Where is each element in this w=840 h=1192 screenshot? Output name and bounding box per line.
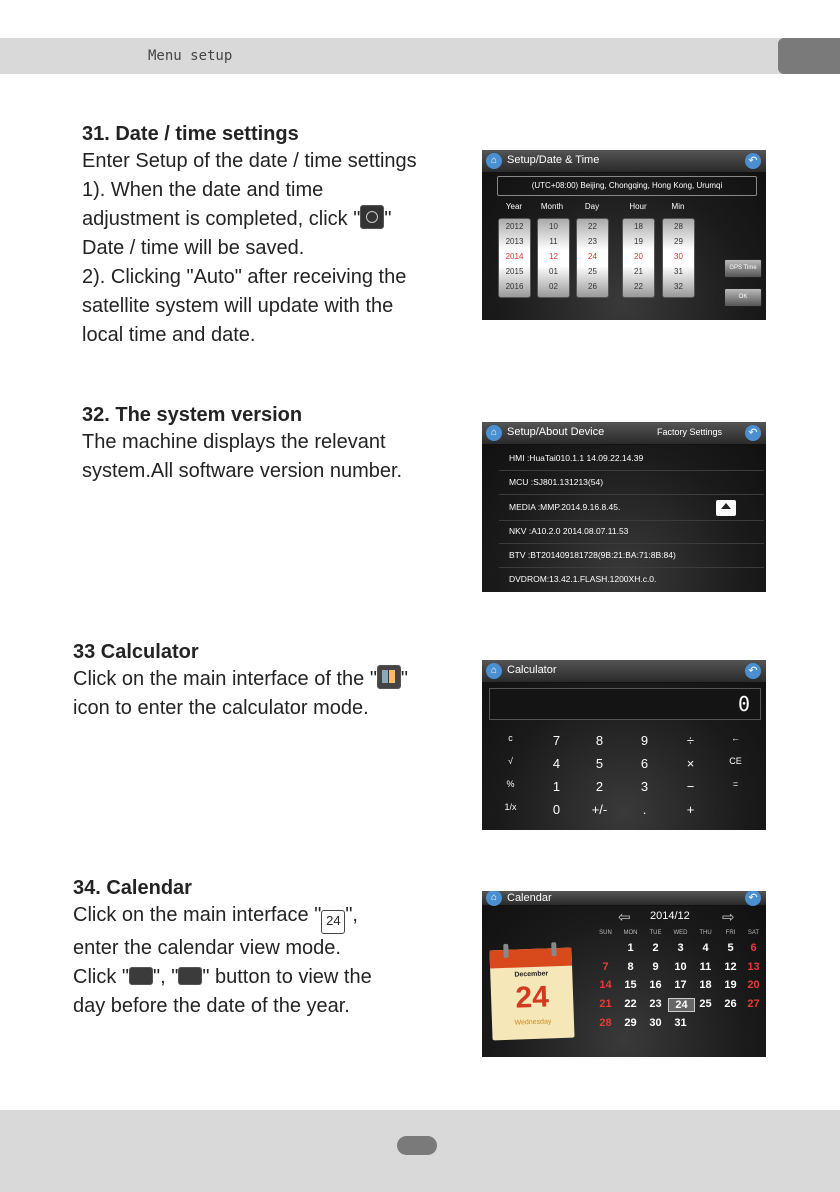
display-value: 0 <box>737 692 750 716</box>
paragraph: icon to enter the calculator mode. <box>73 697 369 719</box>
calculator-key[interactable]: c <box>508 733 513 743</box>
version-row: HMI :HuaTai010.1.1 14.09.22.14.39 <box>509 453 644 463</box>
paragraph <box>73 665 473 694</box>
column-header: Day <box>584 202 600 211</box>
section-heading: 34. Calendar <box>73 877 192 899</box>
calculator-key[interactable]: 0 <box>552 802 561 817</box>
calendar-day[interactable]: 11 <box>699 961 712 973</box>
version-row: NKV :A10.2.0 2014.08.07.11.53 <box>509 526 629 536</box>
section-date-time <box>82 121 477 350</box>
calendar-day[interactable]: 24 <box>668 998 695 1012</box>
calculator-key[interactable]: √ <box>508 756 513 766</box>
picker-value: 02 <box>549 282 558 291</box>
picker-value: 21 <box>634 267 643 276</box>
pad-weekday: Wednesday <box>514 1018 552 1027</box>
weekday-header: THU <box>699 930 712 936</box>
picker-value: 18 <box>634 222 643 231</box>
divider <box>499 470 764 471</box>
picker-selected: 20 <box>634 252 643 261</box>
calculator-key[interactable]: = <box>732 779 739 789</box>
calendar-day[interactable]: 18 <box>699 979 712 991</box>
picker-value: 31 <box>674 267 683 276</box>
picker-selected: 24 <box>588 252 597 261</box>
picker-value: 25 <box>588 267 597 276</box>
calendar-day[interactable]: 1 <box>627 942 634 954</box>
version-row: MEDIA :MMP.2014.9.16.8.45. <box>509 502 621 512</box>
paragraph <box>73 963 473 992</box>
calculator-key[interactable]: +/- <box>591 802 608 817</box>
ok-button[interactable]: OK <box>724 288 762 307</box>
paragraph: enter the calendar view mode. <box>73 937 341 959</box>
paragraph-text: ", <box>345 904 358 926</box>
calendar-day[interactable]: 9 <box>652 961 659 973</box>
weekday-header: SUN <box>599 930 612 936</box>
calendar-day[interactable]: 4 <box>702 942 709 954</box>
paragraph <box>82 205 477 234</box>
next-icon <box>178 967 202 985</box>
calculator-display <box>489 688 761 720</box>
screen-title: Calendar <box>507 892 552 904</box>
month-picker[interactable] <box>537 218 570 298</box>
calendar-day[interactable]: 29 <box>624 1017 637 1029</box>
screen-title: Calculator <box>507 664 557 676</box>
timezone-field[interactable]: (UTC+08:00) Beijing, Chongqing, Hong Kong, Urumqi <box>497 176 757 196</box>
picker-value: 2012 <box>505 222 524 231</box>
calendar-day[interactable]: 6 <box>750 942 757 954</box>
paragraph-text: " button to view the <box>202 966 372 988</box>
paragraph: system.All software version number. <box>82 460 403 482</box>
calendar-day[interactable]: 3 <box>677 942 684 954</box>
calendar-day[interactable]: 14 <box>599 979 612 991</box>
home-icon[interactable]: ⌂ <box>486 153 502 169</box>
picker-value: 01 <box>549 267 558 276</box>
column-header: Month <box>540 202 564 211</box>
weekday-header: SAT <box>747 930 760 936</box>
calculator-key[interactable]: ← <box>731 733 740 743</box>
calendar-day[interactable]: 13 <box>747 961 760 973</box>
column-header: Min <box>671 202 685 211</box>
clock-icon <box>360 205 384 229</box>
calendar-day[interactable]: 22 <box>624 998 637 1010</box>
calculator-key[interactable]: % <box>506 779 515 789</box>
calendar-day[interactable]: 23 <box>649 998 662 1010</box>
calendar-day[interactable]: 31 <box>674 1017 687 1029</box>
calculator-key[interactable]: 7 <box>552 733 561 748</box>
calendar-page-illustration <box>489 948 574 1041</box>
calendar-day[interactable]: 28 <box>599 1017 612 1029</box>
calculator-key[interactable]: − <box>686 779 695 794</box>
picker-value: 26 <box>588 282 597 291</box>
paragraph-text: " <box>400 668 409 690</box>
previous-icon <box>129 967 153 985</box>
divider <box>499 543 764 544</box>
header-tab <box>778 38 840 74</box>
header-title: Menu setup <box>148 48 233 64</box>
picker-value: 22 <box>634 282 643 291</box>
calculator-key[interactable]: CE <box>729 756 742 766</box>
eject-icon[interactable] <box>716 500 736 516</box>
year-month-label: 2014/12 <box>650 910 690 922</box>
back-icon[interactable]: ↶ <box>745 153 761 169</box>
pad-month: December <box>514 970 549 979</box>
calculator-key[interactable]: 2 <box>595 779 604 794</box>
calculator-key[interactable]: 5 <box>595 756 604 771</box>
title-bar <box>482 150 766 173</box>
factory-settings-button[interactable]: Factory Settings <box>656 427 722 437</box>
paragraph-text: adjustment is completed, click " <box>82 208 361 230</box>
picker-value: 2013 <box>505 237 524 246</box>
section-calculator <box>73 639 473 723</box>
version-row: DVDROM:13.42.1.FLASH.1200XH.c.0. <box>509 574 657 584</box>
calculator-key[interactable]: . <box>642 802 647 817</box>
paragraph: satellite system will update with the <box>82 295 394 317</box>
section-heading: 32. The system version <box>82 404 303 426</box>
calendar-day[interactable]: 26 <box>724 998 737 1010</box>
calculator-key[interactable]: 4 <box>552 756 561 771</box>
calculator-key[interactable]: 9 <box>640 733 649 748</box>
calendar-day[interactable]: 7 <box>602 961 609 973</box>
home-icon[interactable]: ⌂ <box>486 663 502 679</box>
calculator-key[interactable]: 1 <box>552 779 561 794</box>
picker-value: 23 <box>588 237 597 246</box>
section-system-version <box>82 402 477 486</box>
paragraph-text: Click on the main interface of the " <box>73 668 377 690</box>
calendar-day[interactable]: 21 <box>599 998 612 1010</box>
calculator-key[interactable]: × <box>686 756 695 771</box>
calendar-day[interactable]: 5 <box>727 942 734 954</box>
section-heading: 33 Calculator <box>73 641 199 663</box>
weekday-header: MON <box>623 930 638 936</box>
day-picker[interactable] <box>576 218 609 298</box>
title-bar <box>482 660 766 683</box>
title-bar <box>482 422 766 445</box>
picker-selected: 12 <box>549 252 558 261</box>
calendar-day[interactable]: 16 <box>649 979 662 991</box>
picker-value: 32 <box>674 282 683 291</box>
calendar-day[interactable]: 8 <box>627 961 634 973</box>
picker-value: 11 <box>549 237 558 246</box>
calendar-day-icon: 24 <box>321 910 345 934</box>
title-bar <box>482 891 766 906</box>
paragraph: The machine displays the relevant <box>82 431 386 453</box>
calendar-day[interactable]: 20 <box>747 979 760 991</box>
paragraph: 1). When the date and time <box>82 179 324 201</box>
calculator-screenshot <box>482 660 766 830</box>
paragraph-text: ", " <box>153 966 179 988</box>
picker-value: 10 <box>549 222 558 231</box>
page-top <box>489 948 572 969</box>
divider <box>499 520 764 521</box>
calendar-day[interactable]: 15 <box>624 979 637 991</box>
paragraph <box>73 901 473 934</box>
weekday-header: FRI <box>725 930 736 936</box>
back-icon[interactable]: ↶ <box>745 891 761 906</box>
picker-value: 28 <box>674 222 683 231</box>
paragraph-text: Click on the main interface " <box>73 904 322 926</box>
paragraph: day before the date of the year. <box>73 995 350 1017</box>
weekday-header: WED <box>673 930 688 936</box>
date-time-screenshot <box>482 150 766 320</box>
ring <box>551 942 556 956</box>
column-header: Hour <box>629 202 647 211</box>
hour-picker[interactable] <box>622 218 655 298</box>
paragraph: 2). Clicking "Auto" after receiving the <box>82 266 407 288</box>
calendar-day[interactable]: 19 <box>724 979 737 991</box>
paragraph: Date / time will be saved. <box>82 237 305 259</box>
picker-value: 2016 <box>505 282 524 291</box>
calculator-key[interactable]: 1/x <box>504 802 517 812</box>
back-icon[interactable]: ↶ <box>745 663 761 679</box>
home-icon[interactable]: ⌂ <box>486 891 502 906</box>
picker-selected: 30 <box>674 252 683 261</box>
page-footer <box>0 1110 840 1192</box>
pad-day: 24 <box>514 980 550 1015</box>
page-header <box>0 38 840 74</box>
calculator-key[interactable]: 3 <box>640 779 649 794</box>
picker-selected: 2014 <box>505 252 524 261</box>
version-row: BTV :BT201409181728(9B:21:BA:71:8B:84) <box>509 550 676 560</box>
year-picker[interactable] <box>498 218 531 298</box>
calendar-day[interactable]: 2 <box>652 942 659 954</box>
paragraph-text: Click " <box>73 966 129 988</box>
divider <box>499 494 764 495</box>
picker-value: 19 <box>634 237 643 246</box>
calendar-day[interactable]: 12 <box>724 961 737 973</box>
calendar-day[interactable]: 30 <box>649 1017 662 1029</box>
calculator-icon <box>377 665 401 689</box>
picker-value: 29 <box>674 237 683 246</box>
about-device-screenshot <box>482 422 766 592</box>
calendar-screenshot <box>482 891 766 1057</box>
paragraph-text: " <box>384 208 392 230</box>
home-icon[interactable]: ⌂ <box>486 425 502 441</box>
previous-month-arrow-icon[interactable]: ⇦ <box>618 909 631 926</box>
calendar-day[interactable]: 17 <box>674 979 687 991</box>
paragraph: Enter Setup of the date / time settings <box>82 150 417 172</box>
section-heading: 31. Date / time settings <box>82 123 299 145</box>
screen-title: Setup/Date & Time <box>507 154 600 166</box>
next-month-arrow-icon[interactable]: ⇨ <box>722 909 735 926</box>
minute-picker[interactable] <box>662 218 695 298</box>
back-icon[interactable]: ↶ <box>745 425 761 441</box>
column-header: Year <box>505 202 523 211</box>
section-calendar <box>73 875 473 1021</box>
calculator-key[interactable]: 8 <box>595 733 604 748</box>
divider <box>499 567 764 568</box>
calendar-day[interactable]: 27 <box>747 998 760 1010</box>
picker-value: 2015 <box>505 267 524 276</box>
version-row: MCU :SJ801.131213(54) <box>509 477 604 487</box>
calendar-day[interactable]: 25 <box>699 998 712 1010</box>
calculator-key[interactable]: + <box>686 802 695 817</box>
weekday-header: TUE <box>649 930 662 936</box>
gps-time-button[interactable]: GPS Time <box>724 259 762 278</box>
paragraph: local time and date. <box>82 324 256 346</box>
screen-title: Setup/About Device <box>507 426 605 438</box>
calculator-key[interactable]: ÷ <box>686 733 695 748</box>
calculator-key[interactable]: 6 <box>640 756 649 771</box>
page-number <box>397 1136 437 1155</box>
ring <box>503 944 508 958</box>
picker-value: 22 <box>588 222 597 231</box>
calendar-day[interactable]: 10 <box>674 961 687 973</box>
